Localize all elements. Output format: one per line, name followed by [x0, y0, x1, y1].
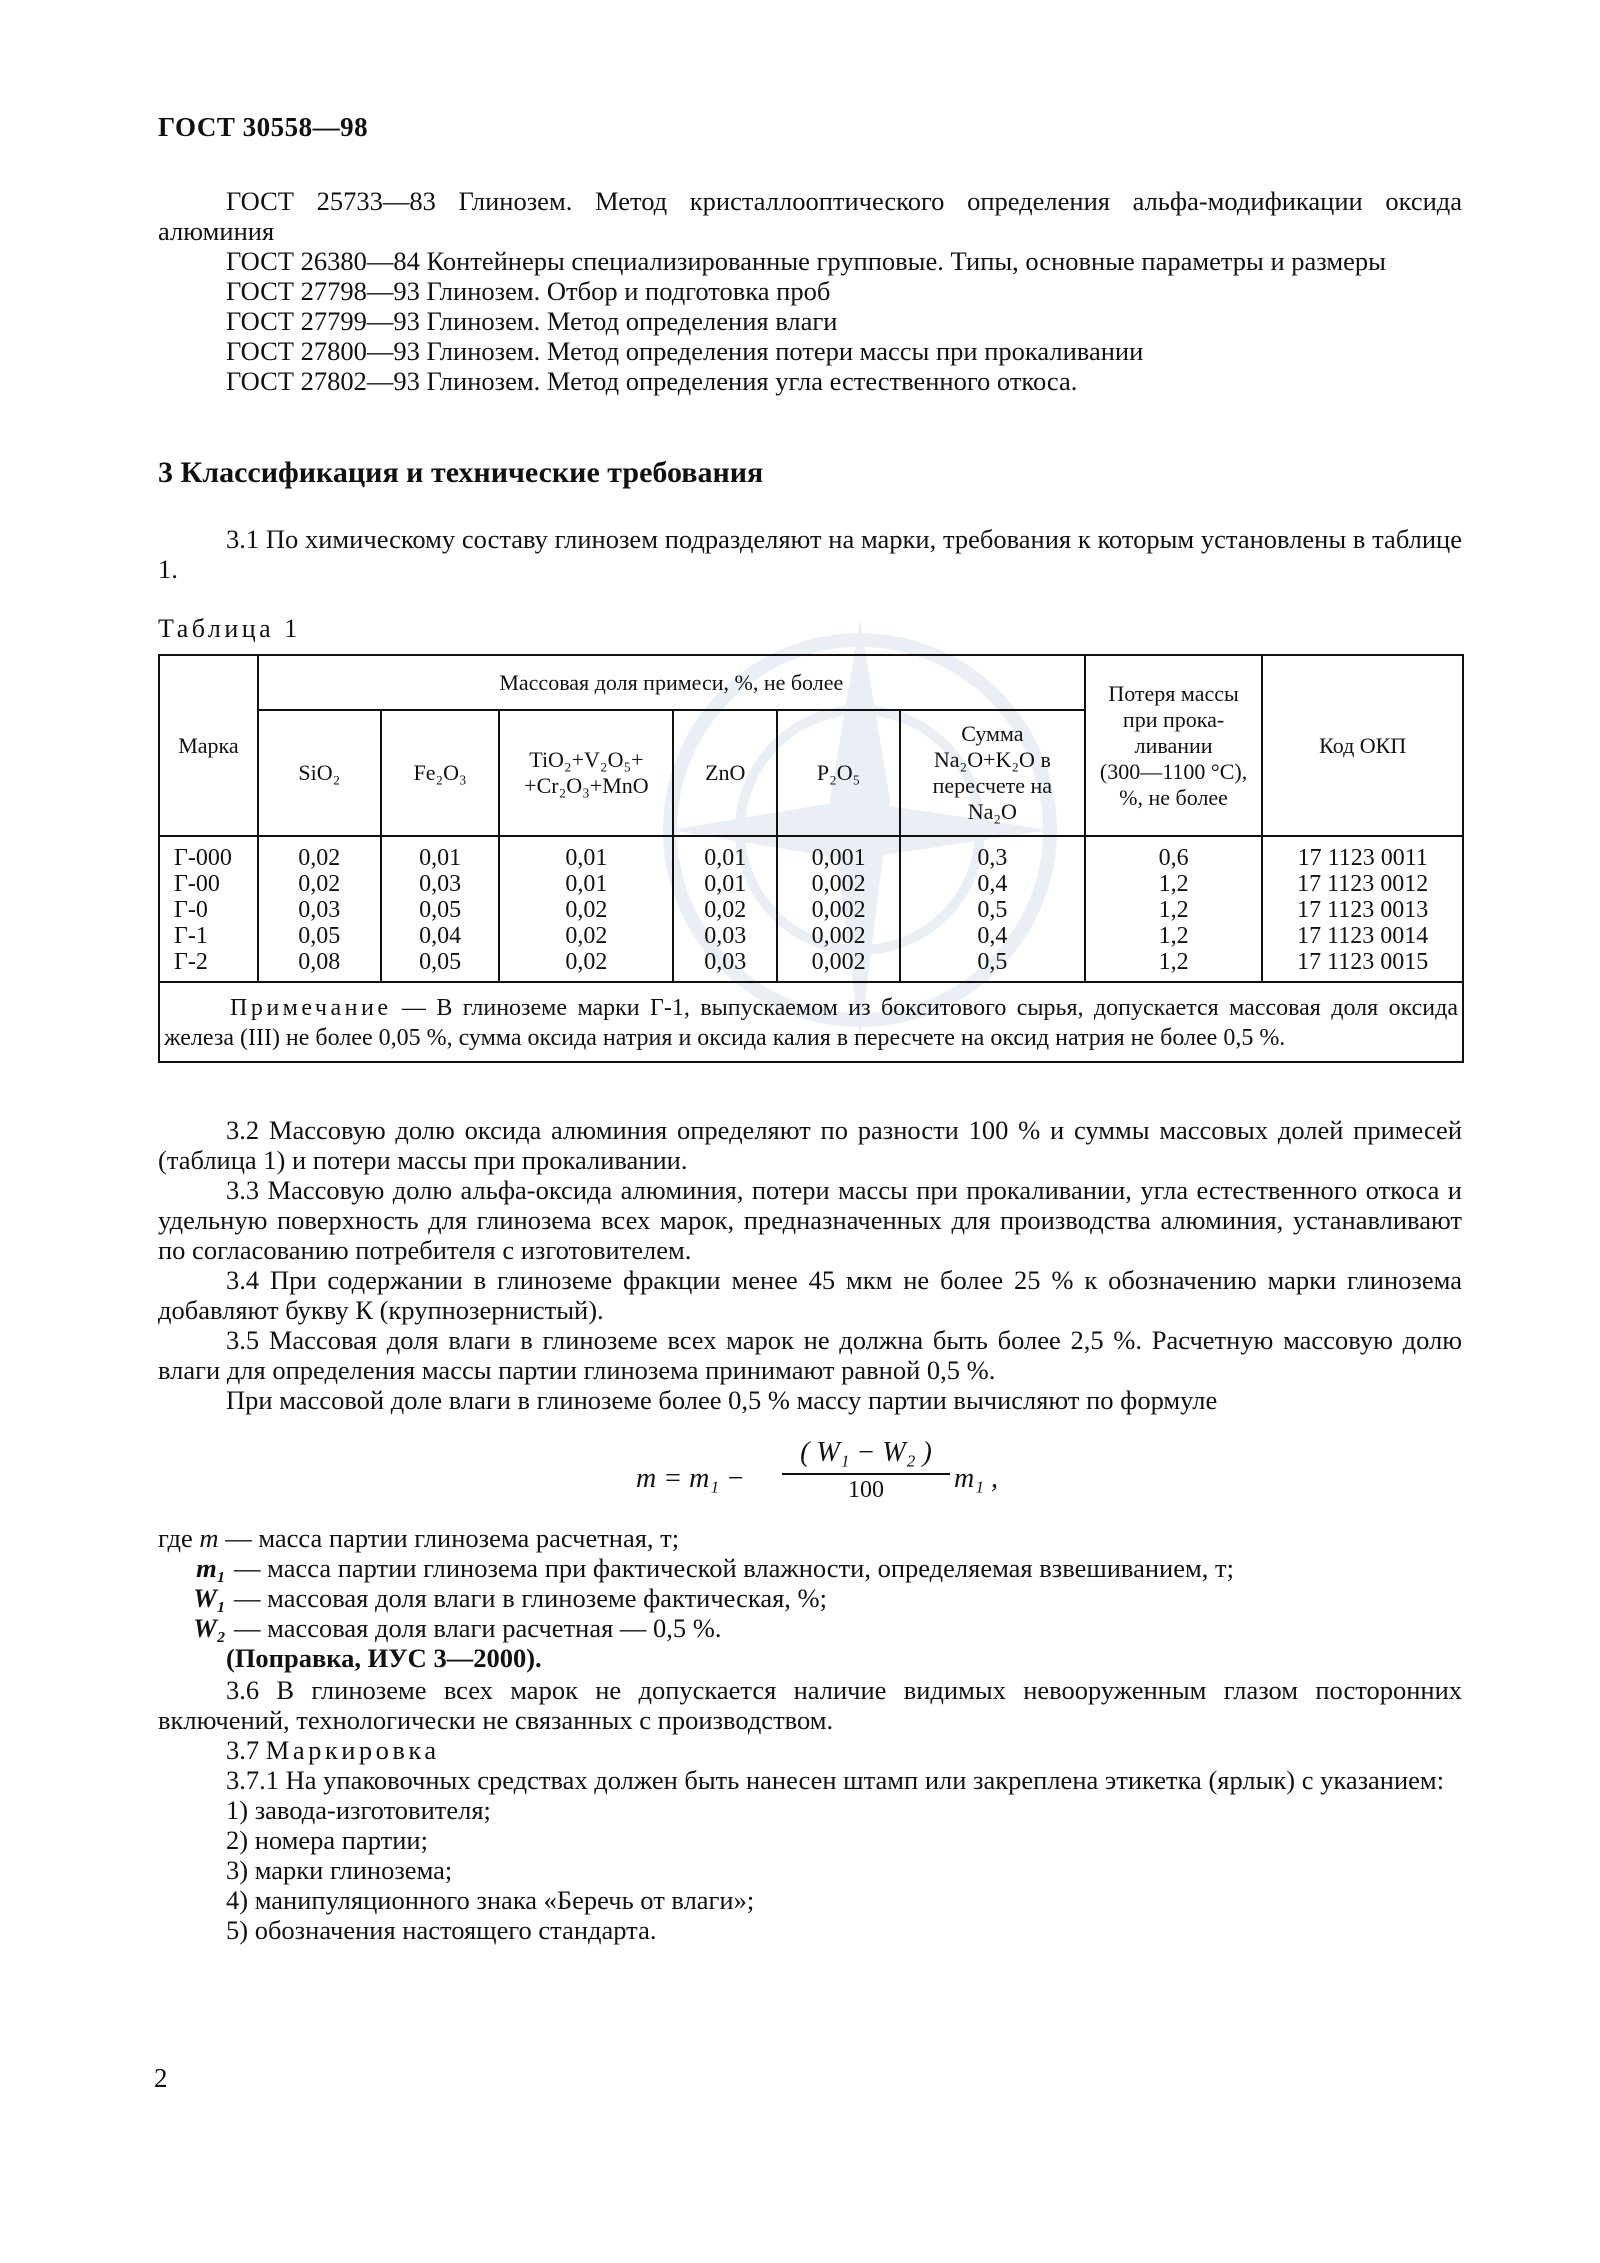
formula-legend	[158, 1523, 1462, 1673]
col-header-mark: Марка	[159, 655, 258, 836]
list-item: 1) завода-изготовителя;	[226, 1795, 491, 1825]
col-header-impurity-group: Массовая доля примеси, %, не более	[258, 655, 1085, 710]
col-header-sio2: SiO₂	[258, 710, 381, 836]
list-item: 2) номера партии;	[226, 1825, 428, 1855]
formula-fraction	[776, 1437, 956, 1504]
col-header-sum: Сумма Na₂O+K₂O в пересчете на Na₂O	[900, 710, 1085, 836]
paragraph-3-2: 3.2 Массовую долю оксида алюминия определяют по разности 100 % и суммы массовых долей примесей (таблица 1) и потери массы при прокаливании.	[158, 1115, 1462, 1175]
paragraph-3-1: 3.1 По химическому составу глинозем подразделяют на марки, требования к которым установлены в таблице 1.	[158, 524, 1462, 584]
col-header-loss: Потеря массы при прока- ливании (300—1100 °С), %, не более	[1085, 655, 1263, 836]
fraction-bar	[782, 1473, 950, 1475]
section-heading: 3 Классификация и технические требования	[158, 456, 764, 489]
ref-item: ГОСТ 25733—83 Глинозем. Метод кристаллооптического определения альфа-модификации оксида алюминия	[158, 186, 1463, 246]
list-item: 4) манипуляционного знака «Беречь от влаги»;	[226, 1885, 755, 1915]
paragraphs-3-6-3-7	[158, 1675, 1462, 1945]
formula-lhs: m = m₁ −	[636, 1463, 745, 1494]
table-caption: Таблица 1	[158, 614, 301, 643]
list-item: 5) обозначения настоящего стандарта.	[226, 1915, 657, 1945]
table-note: Примечание — В глиноземе марки Г-1, выпускаемом из бокситового сырья, допускается массовая доля оксида железа (III) не более 0,05 %, сумма оксида натрия и оксида калия в пересчете на оксид натрия не более 0,5 %.	[159, 982, 1463, 1062]
ref-item: ГОСТ 27802—93 Глинозем. Метод определения угла естественного откоса.	[226, 366, 1078, 396]
running-header: ГОСТ 30558—98	[158, 112, 369, 142]
formula-denominator: 100	[848, 1477, 884, 1503]
ref-item: ГОСТ 26380—84 Контейнеры специализированные групповые. Типы, основные параметры и размеры	[226, 246, 1386, 276]
table-row: Г-000 0,02 0,01 0,01 0,01 0,001 0,3 0,6 17 1123 0011	[159, 836, 1463, 871]
paragraph-3-5: 3.5 Массовая доля влаги в глиноземе всех марок не должна быть более 2,5 %. Расчетную массовую долю влаги для определения массы партии глинозема принимают равной 0,5 %.	[158, 1325, 1462, 1385]
paragraphs-3-2-3-5	[158, 1115, 1462, 1415]
formula-rhs: m₁ ,	[954, 1463, 998, 1494]
paragraph-3-7-1: 3.7.1 На упаковочных средствах должен быть нанесен штамп или закреплена этикетка (ярлык) с указанием:	[226, 1765, 1445, 1795]
mass-formula	[636, 1437, 1016, 1507]
formula-numerator: ( W₁ − W₂ )	[800, 1437, 932, 1468]
table-row: Г-0 0,03 0,05 0,02 0,02 0,002 0,5 1,2 17 1123 0013	[159, 897, 1463, 923]
paragraph-3-6: 3.6 В глиноземе всех марок не допускается наличие видимых невооруженным глазом посторонних включений, технологически не связанных с производством.	[158, 1675, 1462, 1735]
paragraph-3-3: 3.3 Массовую долю альфа-оксида алюминия, потери массы при прокаливании, угла естественного откоса и удельную поверхность для глинозема всех марок, предназначенных для производства алюминия, устанавливают по согласованию потребителя с изготовителем.	[158, 1175, 1462, 1265]
col-header-tio2: TiO₂+V₂O₅+ +Cr₂O₃+MnO	[499, 710, 673, 836]
table-row: Г-2 0,08 0,05 0,02 0,03 0,002 0,5 1,2 17 1123 0015	[159, 949, 1463, 982]
table-row: Г-1 0,05 0,04 0,02 0,03 0,002 0,4 1,2 17 1123 0014	[159, 923, 1463, 949]
list-item: 3) марки глинозема;	[226, 1855, 453, 1885]
col-header-zno: ZnO	[673, 710, 777, 836]
amendment-note: (Поправка, ИУС 3—2000).	[226, 1643, 542, 1673]
paragraph-3-4: 3.4 При содержании в глиноземе фракции менее 45 мкм не более 25 % к обозначению марки глинозема добавляют букву К (крупнозернистый).	[158, 1265, 1462, 1325]
paragraph-3-5-formula-intro: При массовой доле влаги в глиноземе более 0,5 % массу партии вычисляют по формуле	[226, 1385, 1218, 1415]
subsection-3-7: 3.7 Маркировка	[226, 1735, 440, 1765]
legend-row: W₁ — массовая доля влаги в глиноземе фактическая, %;	[193, 1583, 827, 1613]
page-number: 2	[154, 2063, 168, 2093]
legend-row: где m — масса партии глинозема расчетная, т;	[158, 1523, 680, 1553]
table-1	[158, 654, 1464, 1063]
col-header-p2o5: P₂O₅	[777, 710, 900, 836]
table-row: Г-00 0,02 0,03 0,01 0,01 0,002 0,4 1,2 17 1123 0012	[159, 871, 1463, 897]
col-header-okp: Код ОКП	[1262, 655, 1463, 836]
col-header-fe2o3: Fe₂O₃	[381, 710, 500, 836]
ref-item: ГОСТ 27798—93 Глинозем. Отбор и подготовка проб	[226, 276, 831, 306]
ref-item: ГОСТ 27799—93 Глинозем. Метод определения влаги	[226, 306, 838, 336]
legend-row: m₁ — масса партии глинозема при фактической влажности, определяемая взвешиванием, т;	[196, 1553, 1234, 1583]
reference-list	[158, 186, 1462, 396]
ref-item: ГОСТ 27800—93 Глинозем. Метод определения потери массы при прокаливании	[226, 336, 1144, 366]
legend-row: W₂ — массовая доля влаги расчетная — 0,5 %.	[193, 1613, 722, 1643]
